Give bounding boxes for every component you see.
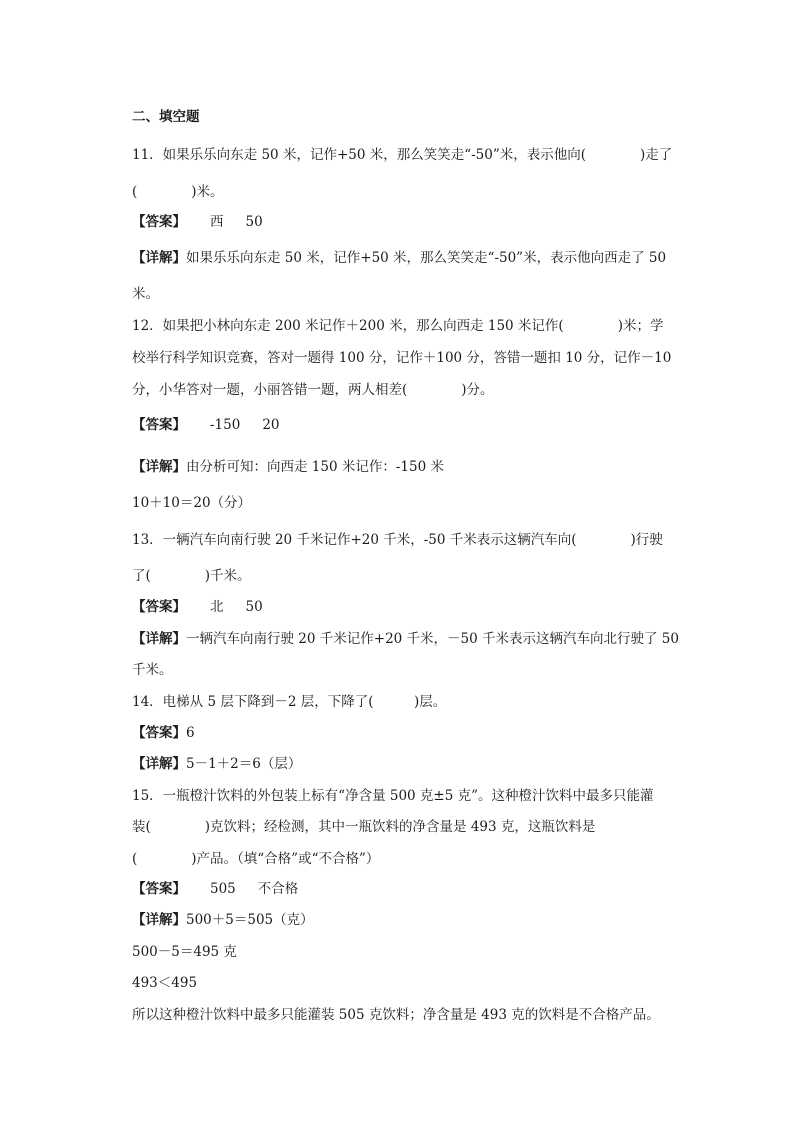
detail-text: 500＋5＝505（克） xyxy=(186,912,314,928)
q13-line-1: 13．一辆汽车向南行驶 20 千米记作+20 千米，-50 千米表示这辆汽车向( )行驶 xyxy=(132,532,663,548)
q12-detail-line-2: 10＋10＝20（分） xyxy=(132,495,252,511)
q13-answer xyxy=(132,598,263,616)
q12-detail-line-1 xyxy=(132,458,444,476)
answer-label: 【答案】 xyxy=(132,599,186,615)
q11-detail-line-2: 米。 xyxy=(132,286,159,302)
detail-text: 由分析可知：向西走 150 米记作：-150 米 xyxy=(186,459,444,475)
answer-value: 20 xyxy=(262,417,280,433)
q15-detail-line-1 xyxy=(132,911,314,929)
detail-label: 【详解】 xyxy=(132,756,186,772)
q11-answer xyxy=(132,213,263,231)
detail-label: 【详解】 xyxy=(132,459,186,475)
detail-label: 【详解】 xyxy=(132,912,186,928)
q15-answer xyxy=(132,880,298,898)
q14-detail-line-1 xyxy=(132,755,301,773)
answer-label: 【答案】 xyxy=(132,725,186,741)
q11-line-1: 11．如果乐乐向东走 50 米，记作+50 米，那么笑笑走“-50”米，表示他向( )走了 xyxy=(132,147,673,163)
q13-detail-line-2: 千米。 xyxy=(132,662,173,678)
q14-line-1: 14．电梯从 5 层下降到－2 层，下降了( )层。 xyxy=(132,694,447,710)
q11-detail-line-1 xyxy=(132,249,666,267)
q12-answer xyxy=(132,416,280,434)
q15-line-1: 15．一瓶橙汁饮料的外包装上标有“净含量 500 克±5 克”。这种橙汁饮料中最多只能灌 xyxy=(132,788,654,804)
detail-label: 【详解】 xyxy=(132,250,186,266)
q12-line-3: 分，小华答对一题，小丽答错一题，两人相差( )分。 xyxy=(132,382,494,398)
q15-line-2: 装( )克饮料；经检测，其中一瓶饮料的净含量是 493 克，这瓶饮料是 xyxy=(132,819,596,835)
detail-text: 一辆汽车向南行驶 20 千米记作+20 千米，－50 千米表示这辆汽车向北行驶了 50 xyxy=(186,631,679,647)
answer-value: 505 xyxy=(210,881,236,897)
detail-label: 【详解】 xyxy=(132,631,186,647)
q14-answer xyxy=(132,724,195,742)
answer-value: 西 xyxy=(210,214,224,230)
q11-line-2: ( )米。 xyxy=(132,184,224,200)
q12-line-2: 校举行科学知识竞赛，答对一题得 100 分，记作＋100 分，答错一题扣 10 分，记作－10 xyxy=(132,350,672,366)
q13-detail-line-1 xyxy=(132,630,679,648)
answer-label: 【答案】 xyxy=(132,881,186,897)
q15-detail-line-2: 500－5＝495 克 xyxy=(132,944,237,960)
answer-value: -150 xyxy=(210,417,241,433)
detail-text: 如果乐乐向东走 50 米，记作+50 米，那么笑笑走“-50”米，表示他向西走了 50 xyxy=(186,250,667,266)
q15-detail-line-3: 493＜495 xyxy=(132,975,198,991)
q12-line-1: 12．如果把小林向东走 200 米记作＋200 米，那么向西走 150 米记作( )米；学 xyxy=(132,318,664,334)
section-title: 二、填空题 xyxy=(132,109,200,125)
q15-line-3: ( )产品。（填“合格”或“不合格”） xyxy=(132,851,380,867)
detail-text: 5－1＋2＝6（层） xyxy=(186,756,302,772)
answer-value: 50 xyxy=(245,214,263,230)
q15-detail-line-4: 所以这种橙汁饮料中最多只能灌装 505 克饮料；净含量是 493 克的饮料是不合格产品。 xyxy=(132,1007,660,1023)
q13-line-2: 了( )千米。 xyxy=(132,568,251,584)
answer-label: 【答案】 xyxy=(132,214,186,230)
answer-value: 6 xyxy=(186,725,195,741)
answer-value: 北 xyxy=(210,599,224,615)
answer-value: 不合格 xyxy=(257,881,299,897)
answer-label: 【答案】 xyxy=(132,417,186,433)
answer-value: 50 xyxy=(245,599,263,615)
